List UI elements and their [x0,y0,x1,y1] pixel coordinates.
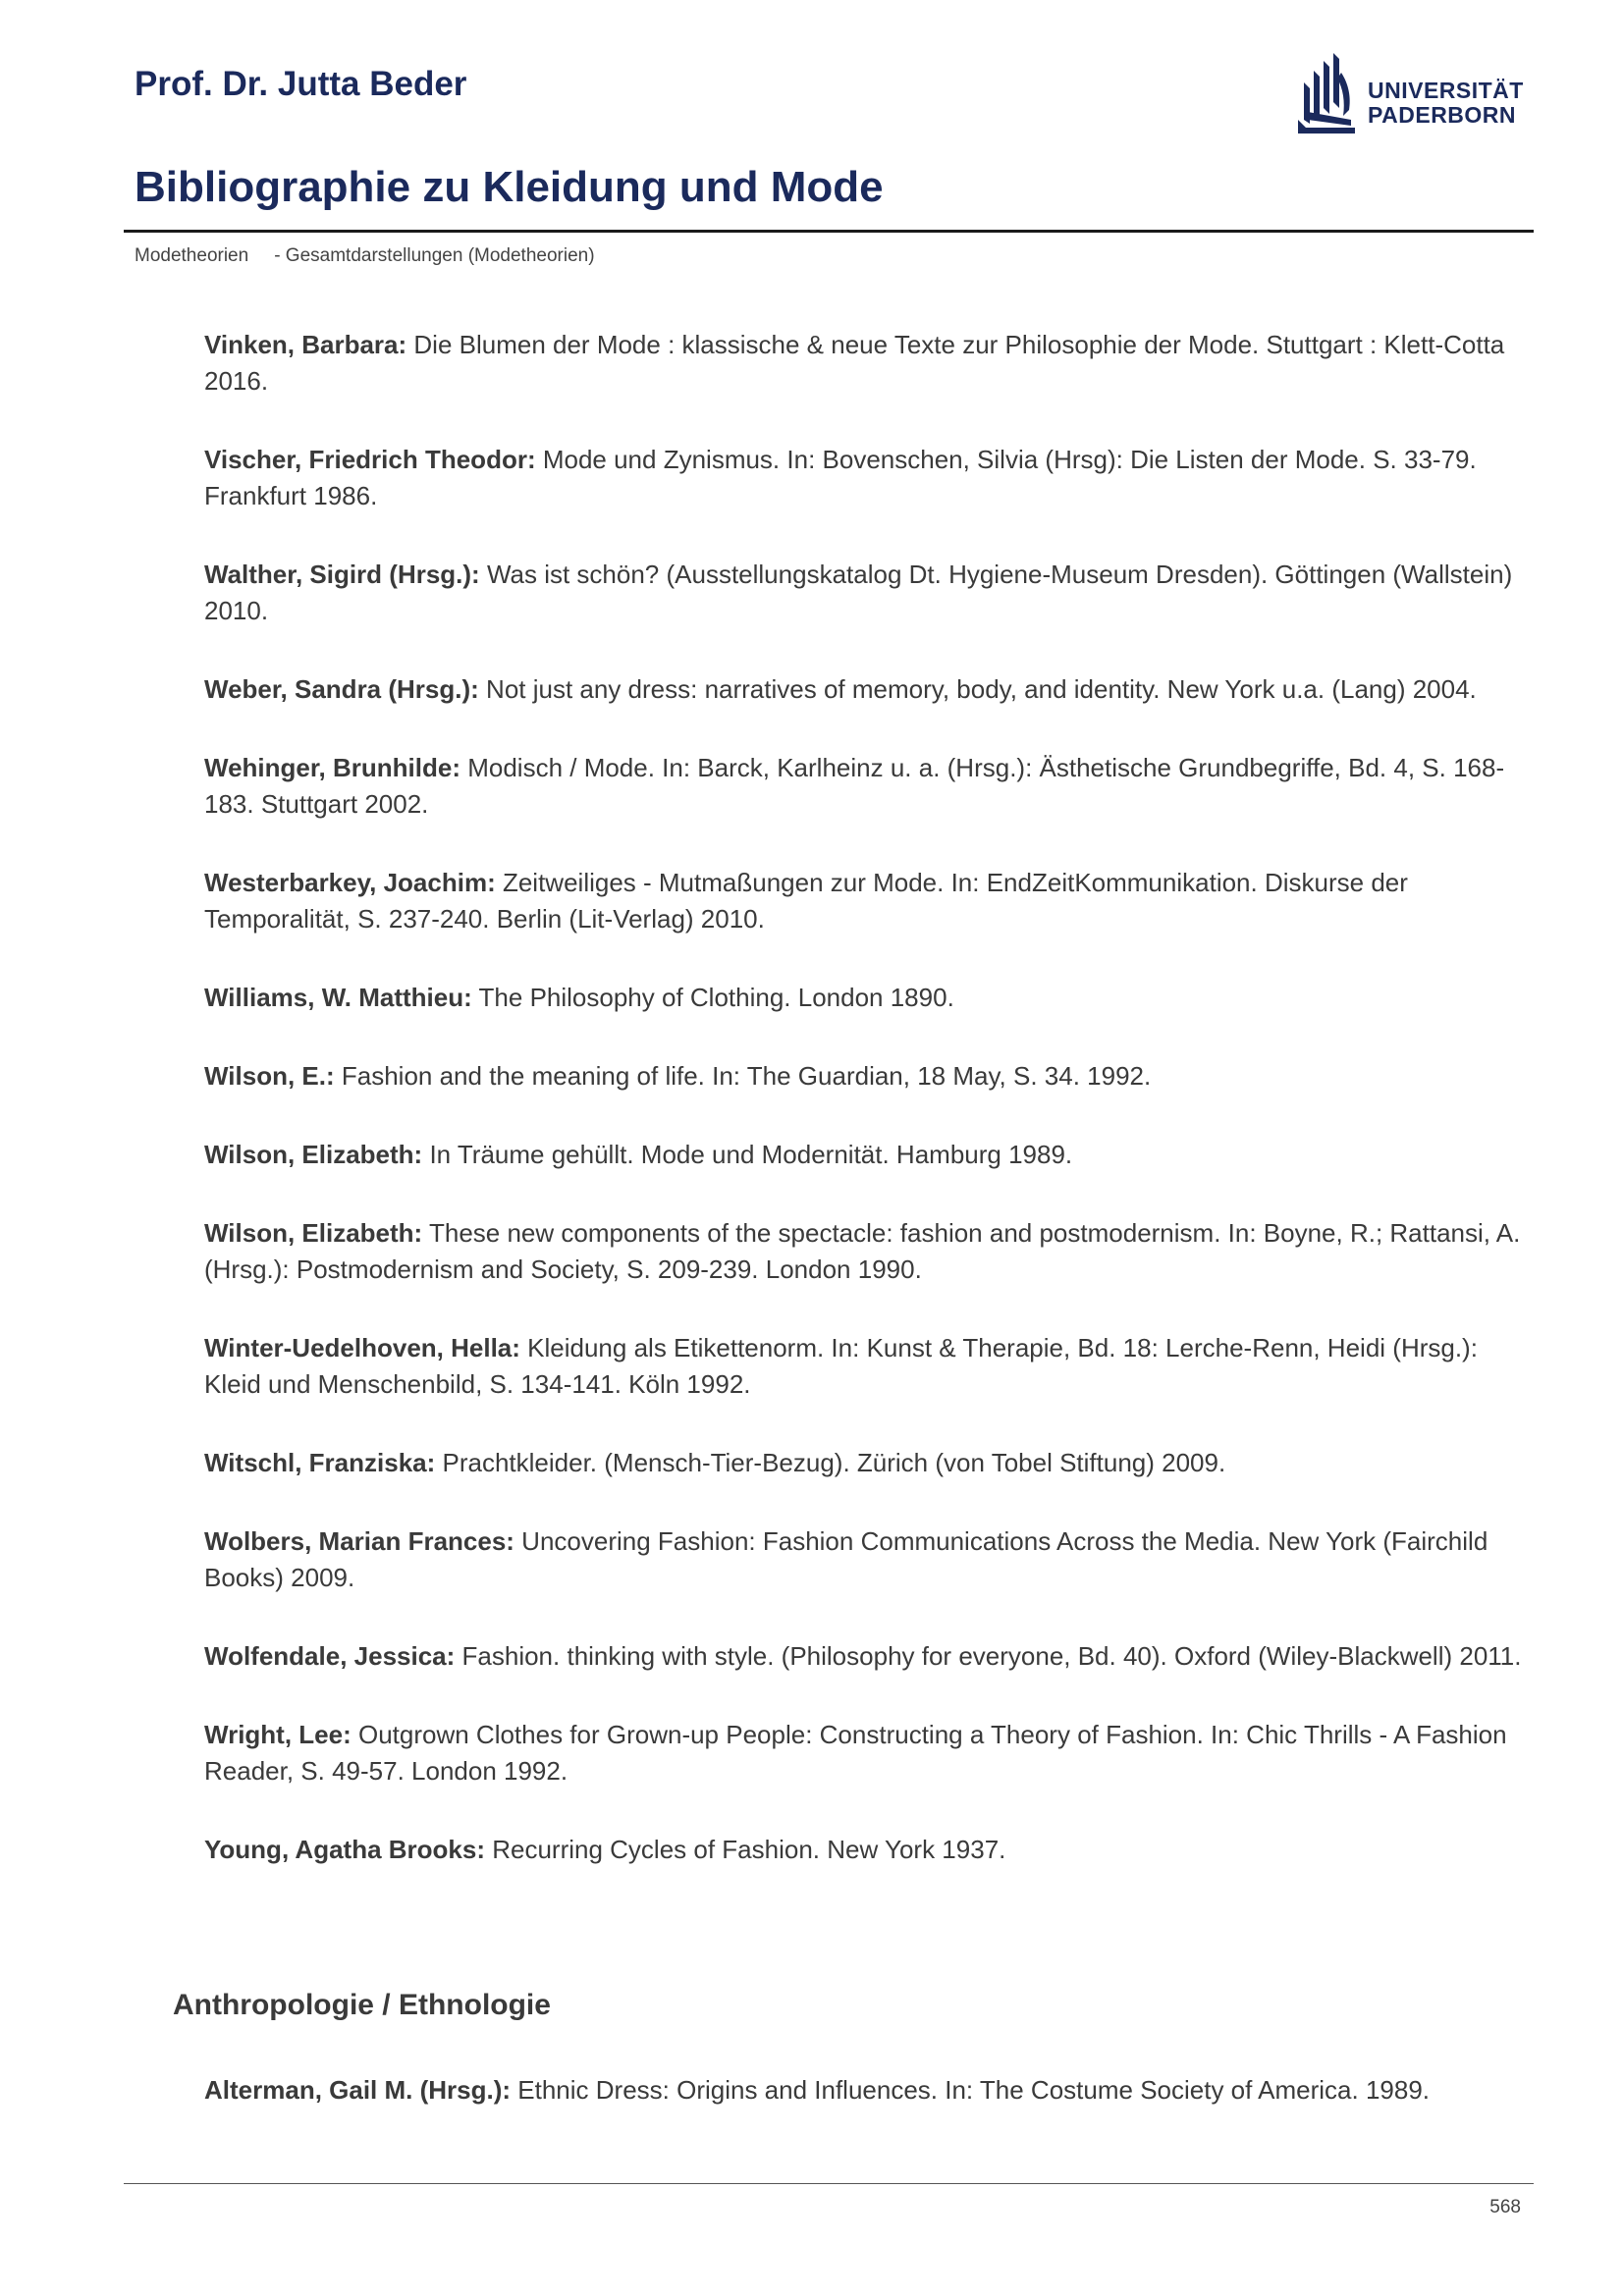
breadcrumb-subsection: - Gesamtdarstellungen (Modetheorien) [274,245,595,266]
bibliography-entry [204,1445,1532,1481]
breadcrumb-section: Modetheorien [135,245,249,266]
bibliography-entry [204,557,1532,629]
entry-text: Fashion and the meaning of life. In: The Guardian, 18 May, S. 34. 1992. [334,1061,1152,1091]
university-paderborn-logo-icon [1294,51,1363,133]
university-logo [1294,51,1530,133]
bibliography-entry [204,1717,1532,1789]
entry-author: Wilson, Elizabeth: [204,1218,423,1248]
bibliography-entry [204,1832,1532,1868]
entry-author: Westerbarkey, Joachim: [204,868,496,897]
header-divider [124,230,1534,233]
bibliography-entry [204,1215,1532,1288]
bibliography-list [204,327,1532,1910]
bibliography-entry [204,1330,1532,1403]
entry-author: Alterman, Gail M. (Hrsg.): [204,2075,512,2105]
logo-line-1: UNIVERSITÄT [1368,78,1524,103]
entry-author: Wolbers, Marian Frances: [204,1526,514,1556]
author-name: Prof. Dr. Jutta Beder [135,65,467,103]
breadcrumb [135,245,595,267]
entry-author: Young, Agatha Brooks: [204,1835,485,1864]
entry-text: These new components of the spectacle: fashion and postmodernism. In: Boyne, R.; Rattansi, A. (Hrsg.): Postmodernism and Society, S. 209-239. London 1990. [204,1218,1521,1284]
entry-text: Fashion. thinking with style. (Philosophy for everyone, Bd. 40). Oxford (Wiley-Blackwell) 2011. [455,1641,1522,1671]
entry-text: Modisch / Mode. In: Barck, Karlheinz u. a. (Hrsg.): Ästhetische Grundbegriffe, Bd. 4, S. 168-183. Stuttgart 2002. [204,753,1505,819]
bibliography-list-anthropology [204,2072,1532,2151]
bibliography-entry [204,1137,1532,1173]
entry-text: Die Blumen der Mode : klassische & neue Texte zur Philosophie der Mode. Stuttgart : Klett-Cotta 2016. [204,330,1505,396]
entry-text: Kleidung als Etikettenorm. In: Kunst & Therapie, Bd. 18: Lerche-Renn, Heidi (Hrsg.): Kleid und Menschenbild, S. 134-141. Köln 1992. [204,1333,1478,1399]
entry-text: The Philosophy of Clothing. London 1890. [471,983,954,1012]
entry-author: Vischer, Friedrich Theodor: [204,445,536,474]
entry-author: Winter-Uedelhoven, Hella: [204,1333,520,1362]
entry-text: Uncovering Fashion: Fashion Communications Across the Media. New York (Fairchild Books) 2009. [204,1526,1488,1592]
entry-text: Was ist schön? (Ausstellungskatalog Dt. Hygiene-Museum Dresden). Göttingen (Wallstein) 2010. [204,560,1513,625]
entry-author: Wolfendale, Jessica: [204,1641,456,1671]
entry-author: Williams, W. Matthieu: [204,983,472,1012]
entry-author: Walther, Sigird (Hrsg.): [204,560,480,589]
bibliography-entry [204,327,1532,400]
bibliography-entry [204,671,1532,708]
entry-author: Wright, Lee: [204,1720,352,1749]
footer-divider [124,2183,1534,2184]
entry-author: Wehinger, Brunhilde: [204,753,460,782]
bibliography-entry [204,1058,1532,1095]
entry-author: Wilson, E.: [204,1061,335,1091]
page-title: Bibliographie zu Kleidung und Mode [135,163,884,211]
section-heading: Anthropologie / Ethnologie [173,1989,551,2021]
entry-text: Ethnic Dress: Origins and Influences. In: The Costume Society of America. 1989. [511,2075,1431,2105]
entry-text: Prachtkleider. (Mensch-Tier-Bezug). Zürich (von Tobel Stiftung) 2009. [435,1448,1226,1477]
entry-text: Zeitweiliges - Mutmaßungen zur Mode. In: EndZeitKommunikation. Diskurse der Temporalität, S. 237-240. Berlin (Lit-Verlag) 2010. [204,868,1408,934]
bibliography-entry [204,2072,1532,2109]
entry-text: Recurring Cycles of Fashion. New York 1937. [485,1835,1006,1864]
entry-text: Mode und Zynismus. In: Bovenschen, Silvia (Hrsg): Die Listen der Mode. S. 33-79. Frankfurt 1986. [204,445,1477,510]
bibliography-entry [204,750,1532,823]
entry-author: Weber, Sandra (Hrsg.): [204,674,479,704]
bibliography-entry [204,865,1532,937]
bibliography-entry [204,442,1532,514]
entry-text: Not just any dress: narratives of memory, body, and identity. New York u.a. (Lang) 2004. [478,674,1477,704]
entry-text: In Träume gehüllt. Mode und Modernität. Hamburg 1989. [422,1140,1073,1169]
entry-author: Wilson, Elizabeth: [204,1140,423,1169]
bibliography-entry [204,1523,1532,1596]
entry-author: Vinken, Barbara: [204,330,407,359]
bibliography-entry [204,980,1532,1016]
logo-text [1368,79,1524,128]
page-number: 568 [1489,2197,1521,2217]
logo-line-2: PADERBORN [1368,102,1517,128]
entry-author: Witschl, Franziska: [204,1448,436,1477]
entry-text: Outgrown Clothes for Grown-up People: Constructing a Theory of Fashion. In: Chic Thrills - A Fashion Reader, S. 49-57. London 1992. [204,1720,1507,1786]
bibliography-entry [204,1638,1532,1675]
